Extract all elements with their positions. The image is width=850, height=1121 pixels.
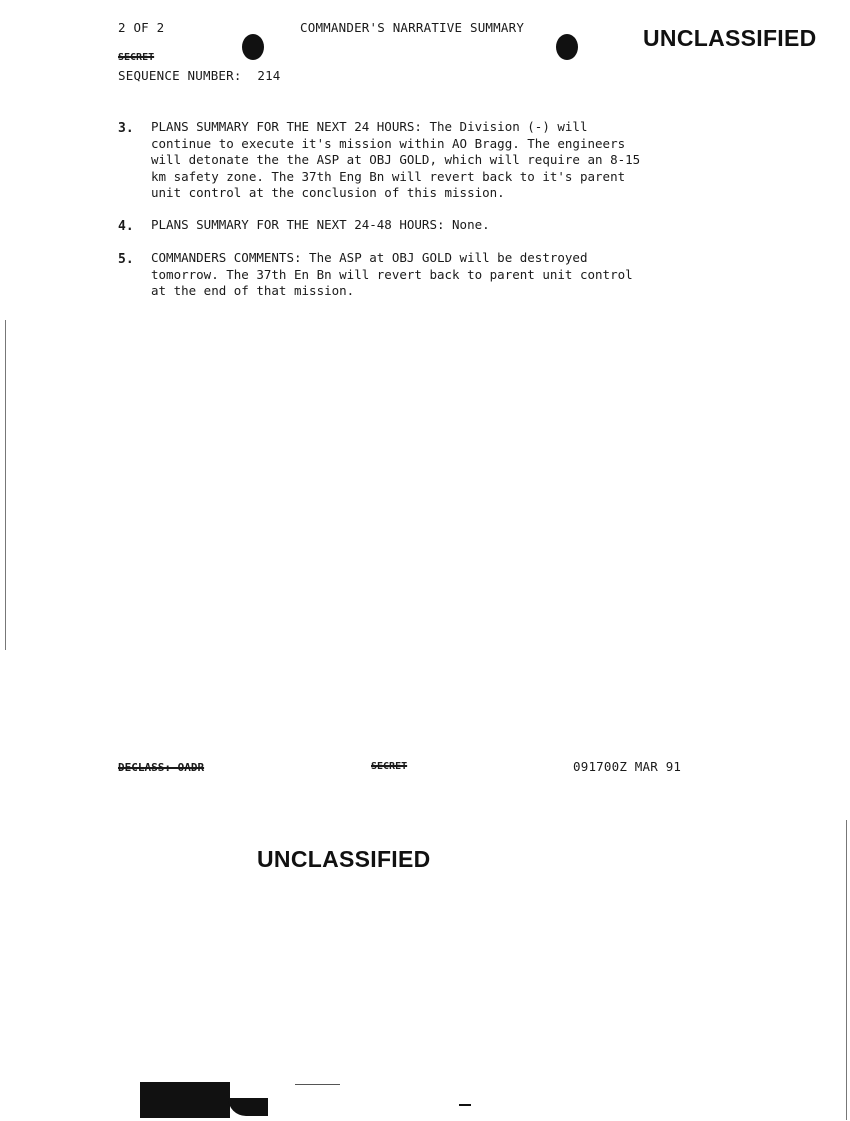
classification-stamp-bottom: UNCLASSIFIED	[257, 846, 431, 872]
item-number: 3.	[118, 121, 134, 136]
date-time-group: 091700Z MAR 91	[573, 759, 682, 774]
struck-classification-footer: SECRET	[371, 761, 408, 772]
struck-classification-header: SECRET	[118, 52, 155, 63]
scan-edge-left	[5, 320, 6, 650]
punch-hole-right	[556, 34, 578, 60]
declass-marking: DECLASS: OADR	[118, 761, 205, 774]
document-title: COMMANDER'S NARRATIVE SUMMARY	[300, 20, 525, 35]
item-text: PLANS SUMMARY FOR THE NEXT 24-48 HOURS: None.	[151, 217, 490, 232]
classification-stamp-top: UNCLASSIFIED	[643, 25, 817, 51]
sequence-label: SEQUENCE NUMBER:	[118, 68, 242, 83]
item-number: 5.	[118, 252, 134, 267]
item-number: 4.	[118, 219, 134, 234]
scan-edge-right	[846, 820, 847, 1120]
scan-mark	[459, 1104, 471, 1106]
scan-mark	[295, 1084, 340, 1085]
scan-blot-tail	[228, 1098, 268, 1116]
sequence-value: 214	[257, 68, 281, 83]
scan-blot	[140, 1082, 230, 1118]
item-text: PLANS SUMMARY FOR THE NEXT 24 HOURS: The Division (-) will continue to execute it's mission within AO Bragg. The engineers will detonate the the ASP at OBJ GOLD, which will require an 8-15 km safety zone. The 37th Eng Bn will revert back to it's parent unit control at the conclusion of this mission.	[151, 119, 641, 200]
item-text: COMMANDERS COMMENTS: The ASP at OBJ GOLD will be destroyed tomorrow. The 37th En Bn will revert back to parent unit control at the end of that mission.	[151, 250, 633, 298]
page-number: 2 OF 2	[118, 20, 165, 35]
sequence-number	[118, 68, 281, 83]
punch-hole-left	[242, 34, 264, 60]
